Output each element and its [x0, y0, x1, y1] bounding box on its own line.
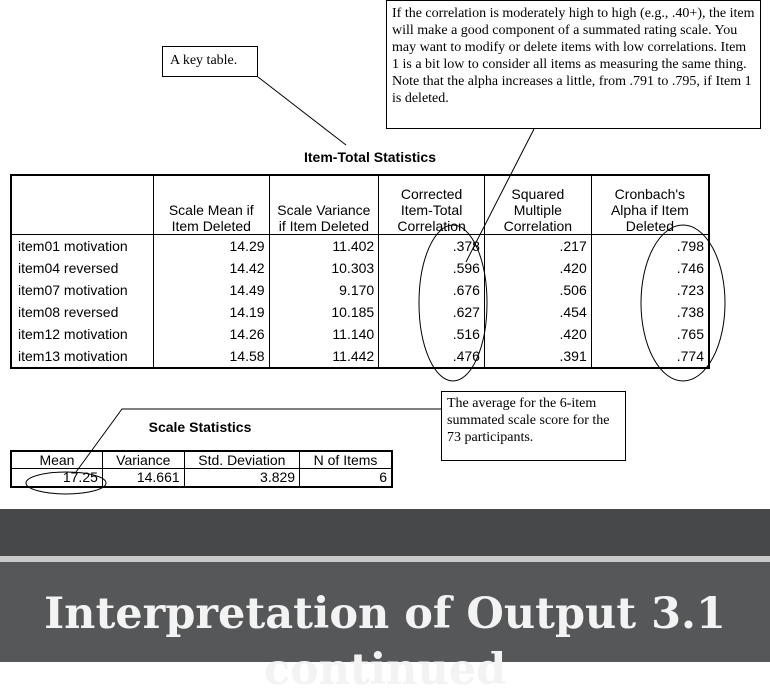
item-label: item08 reversed: [18, 304, 119, 320]
scale-variance-cell: 10.185: [269, 301, 379, 323]
variance-value: 14.661: [102, 469, 184, 488]
std-deviation-value: 3.829: [184, 469, 299, 488]
header-scale-variance: Scale Variance if Item Deleted: [269, 175, 379, 235]
item-label: item01 motivation: [18, 238, 128, 254]
squared-multiple-cell: .506: [484, 279, 591, 301]
correlation-cell: .596: [379, 257, 485, 279]
alpha-ellipse: [641, 225, 725, 381]
scale-variance-cell: 11.402: [269, 235, 379, 258]
scale-variance-cell: 11.442: [269, 345, 379, 368]
slide-title-line2: continued: [263, 645, 507, 695]
header-corrected-correlation: Corrected Item-Total Correlation: [379, 175, 485, 235]
key-table-leader-line: [258, 77, 346, 145]
scale-mean-cell: 14.26: [153, 323, 269, 345]
key-table-note: A key table.: [170, 53, 238, 68]
header-scale-mean: Scale Mean if Item Deleted: [153, 175, 269, 235]
item-label: item12 motivation: [18, 326, 128, 342]
slide-title: [0, 586, 770, 698]
alpha-cell: .774: [591, 345, 709, 368]
squared-multiple-cell: .391: [484, 345, 591, 368]
scale-stats-title: Scale Statistics: [148, 419, 252, 435]
item-label: item13 motivation: [18, 348, 128, 364]
header-std-deviation: Std. Deviation: [184, 451, 299, 469]
average-note: The average for the 6-item summated scale score for the 73 participants.: [447, 396, 610, 445]
footer-panel: [0, 562, 770, 695]
header-variance: Variance: [102, 451, 184, 469]
scale-mean-cell: 14.29: [153, 235, 269, 258]
alpha-cell: .798: [591, 235, 709, 258]
scale-mean-cell: 14.42: [153, 257, 269, 279]
mean-value: 17.25: [62, 469, 98, 485]
scale-variance-cell: 11.140: [269, 323, 379, 345]
correlation-ellipse: [419, 225, 487, 381]
squared-multiple-cell: .454: [484, 301, 591, 323]
footer-dark-band: [0, 509, 770, 556]
header-squared-multiple: Squared Multiple Correlation: [484, 175, 591, 235]
average-leader-line: [76, 409, 441, 472]
alpha-cell: .738: [591, 301, 709, 323]
correlation-cell: .516: [379, 323, 485, 345]
squared-multiple-cell: .420: [484, 323, 591, 345]
correlation-cell: .627: [379, 301, 485, 323]
alpha-cell: .765: [591, 323, 709, 345]
scale-mean-cell: 14.49: [153, 279, 269, 301]
correlation-cell: .476: [379, 345, 485, 368]
scale-mean-cell: 14.58: [153, 345, 269, 368]
scale-variance-cell: 9.170: [269, 279, 379, 301]
squared-multiple-cell: .420: [484, 257, 591, 279]
alpha-cell: .746: [591, 257, 709, 279]
correlation-cell: .378: [379, 235, 485, 258]
scale-variance-cell: 10.303: [269, 257, 379, 279]
item-total-title: Item-Total Statistics: [304, 149, 436, 165]
squared-multiple-cell: .217: [484, 235, 591, 258]
scale-mean-cell: 14.19: [153, 301, 269, 323]
alpha-cell: .723: [591, 279, 709, 301]
header-alpha-if-deleted: Cronbach's Alpha if Item Deleted: [591, 175, 709, 235]
item-label: item07 motivation: [18, 282, 128, 298]
correlation-cell: .676: [379, 279, 485, 301]
header-mean: Mean: [11, 451, 102, 469]
n-of-items-value: 6: [300, 469, 392, 488]
correlation-note: If the correlation is moderately high to high (e.g., .40+), the item will make a good component of a summated rating scale. You may want to modify or delete items with low correlations. Item 1 is a bit low to consider all items as measuring the same thing. Note that the alpha increases a little, from .791 to .795, if Item 1 is deleted.: [392, 6, 755, 106]
correlation-leader-line: [466, 129, 534, 262]
header-n-of-items: N of Items: [300, 451, 392, 469]
mean-ellipse: [26, 472, 106, 494]
item-label: item04 reversed: [18, 260, 119, 276]
slide-title-line1: Interpretation of Output 3.1: [44, 589, 726, 639]
